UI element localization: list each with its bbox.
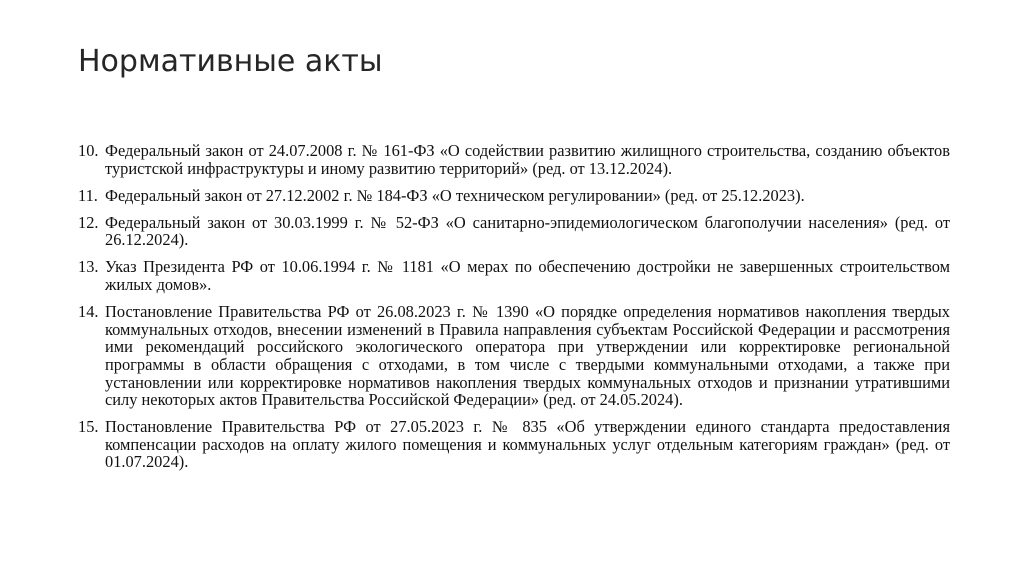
list-item-text: Федеральный закон от 27.12.2002 г. № 184-ФЗ «О техническом регулировании» (ред. от 25.12.2023). bbox=[105, 185, 805, 205]
list-item bbox=[78, 214, 950, 249]
list-item-text: Федеральный закон от 24.07.2008 г. № 161-ФЗ «О содействии развитию жилищного строительства, созданию объектов туристской инфраструктуры и иному развитию территорий» (ред. от 13.12.2024). bbox=[105, 141, 950, 178]
list-item-number: 14. bbox=[78, 302, 99, 322]
list-item bbox=[78, 258, 950, 293]
list-item-number: 10. bbox=[78, 141, 99, 160]
list-item-number: 13. bbox=[78, 257, 99, 277]
list-item bbox=[78, 187, 950, 205]
list-item-number: 12. bbox=[78, 212, 99, 232]
normative-acts-list bbox=[78, 142, 950, 481]
list-item bbox=[78, 418, 950, 471]
list-item bbox=[78, 142, 950, 177]
list-item-text: Федеральный закон от 30.03.1999 г. № 52-ФЗ «О санитарно-эпидемиологическом благополучии населения» (ред. от 26.12.2024). bbox=[105, 212, 950, 250]
slide-title: Нормативные акты bbox=[78, 44, 383, 79]
list-item-text: Указ Президента РФ от 10.06.1994 г. № 1181 «О мерах по обеспечению достройки не завершенных строительством жилых домов». bbox=[105, 257, 950, 295]
list-item bbox=[78, 303, 950, 409]
list-item-number: 11. bbox=[78, 185, 98, 205]
list-item-text: Постановление Правительства РФ от 27.05.2023 г. № 835 «Об утверждении единого стандарта предоставления компенсации расходов на оплату жилого помещения и коммунальных услуг отдельным категориям граждан» (ред. от 01.07.2024). bbox=[105, 417, 950, 472]
list-item-text: Постановление Правительства РФ от 26.08.2023 г. № 1390 «О порядке определения нормативов накопления твердых коммунальных отходов, внесении изменений в Правила направления субъектам Российской Федерации и рассмотрения ими рекомендаций российского экологического оператора при утверждении или корректировке региональной программы в области обращения с отходами, в том числе с твердыми коммунальными отходами, а также при установлении или корректировке нормативов накопления твердых коммунальных отходов и признании утратившими силу некоторых актов Правительства Российской Федерации» (ред. от 24.05.2024). bbox=[105, 302, 950, 410]
list-item-number: 15. bbox=[78, 417, 99, 437]
